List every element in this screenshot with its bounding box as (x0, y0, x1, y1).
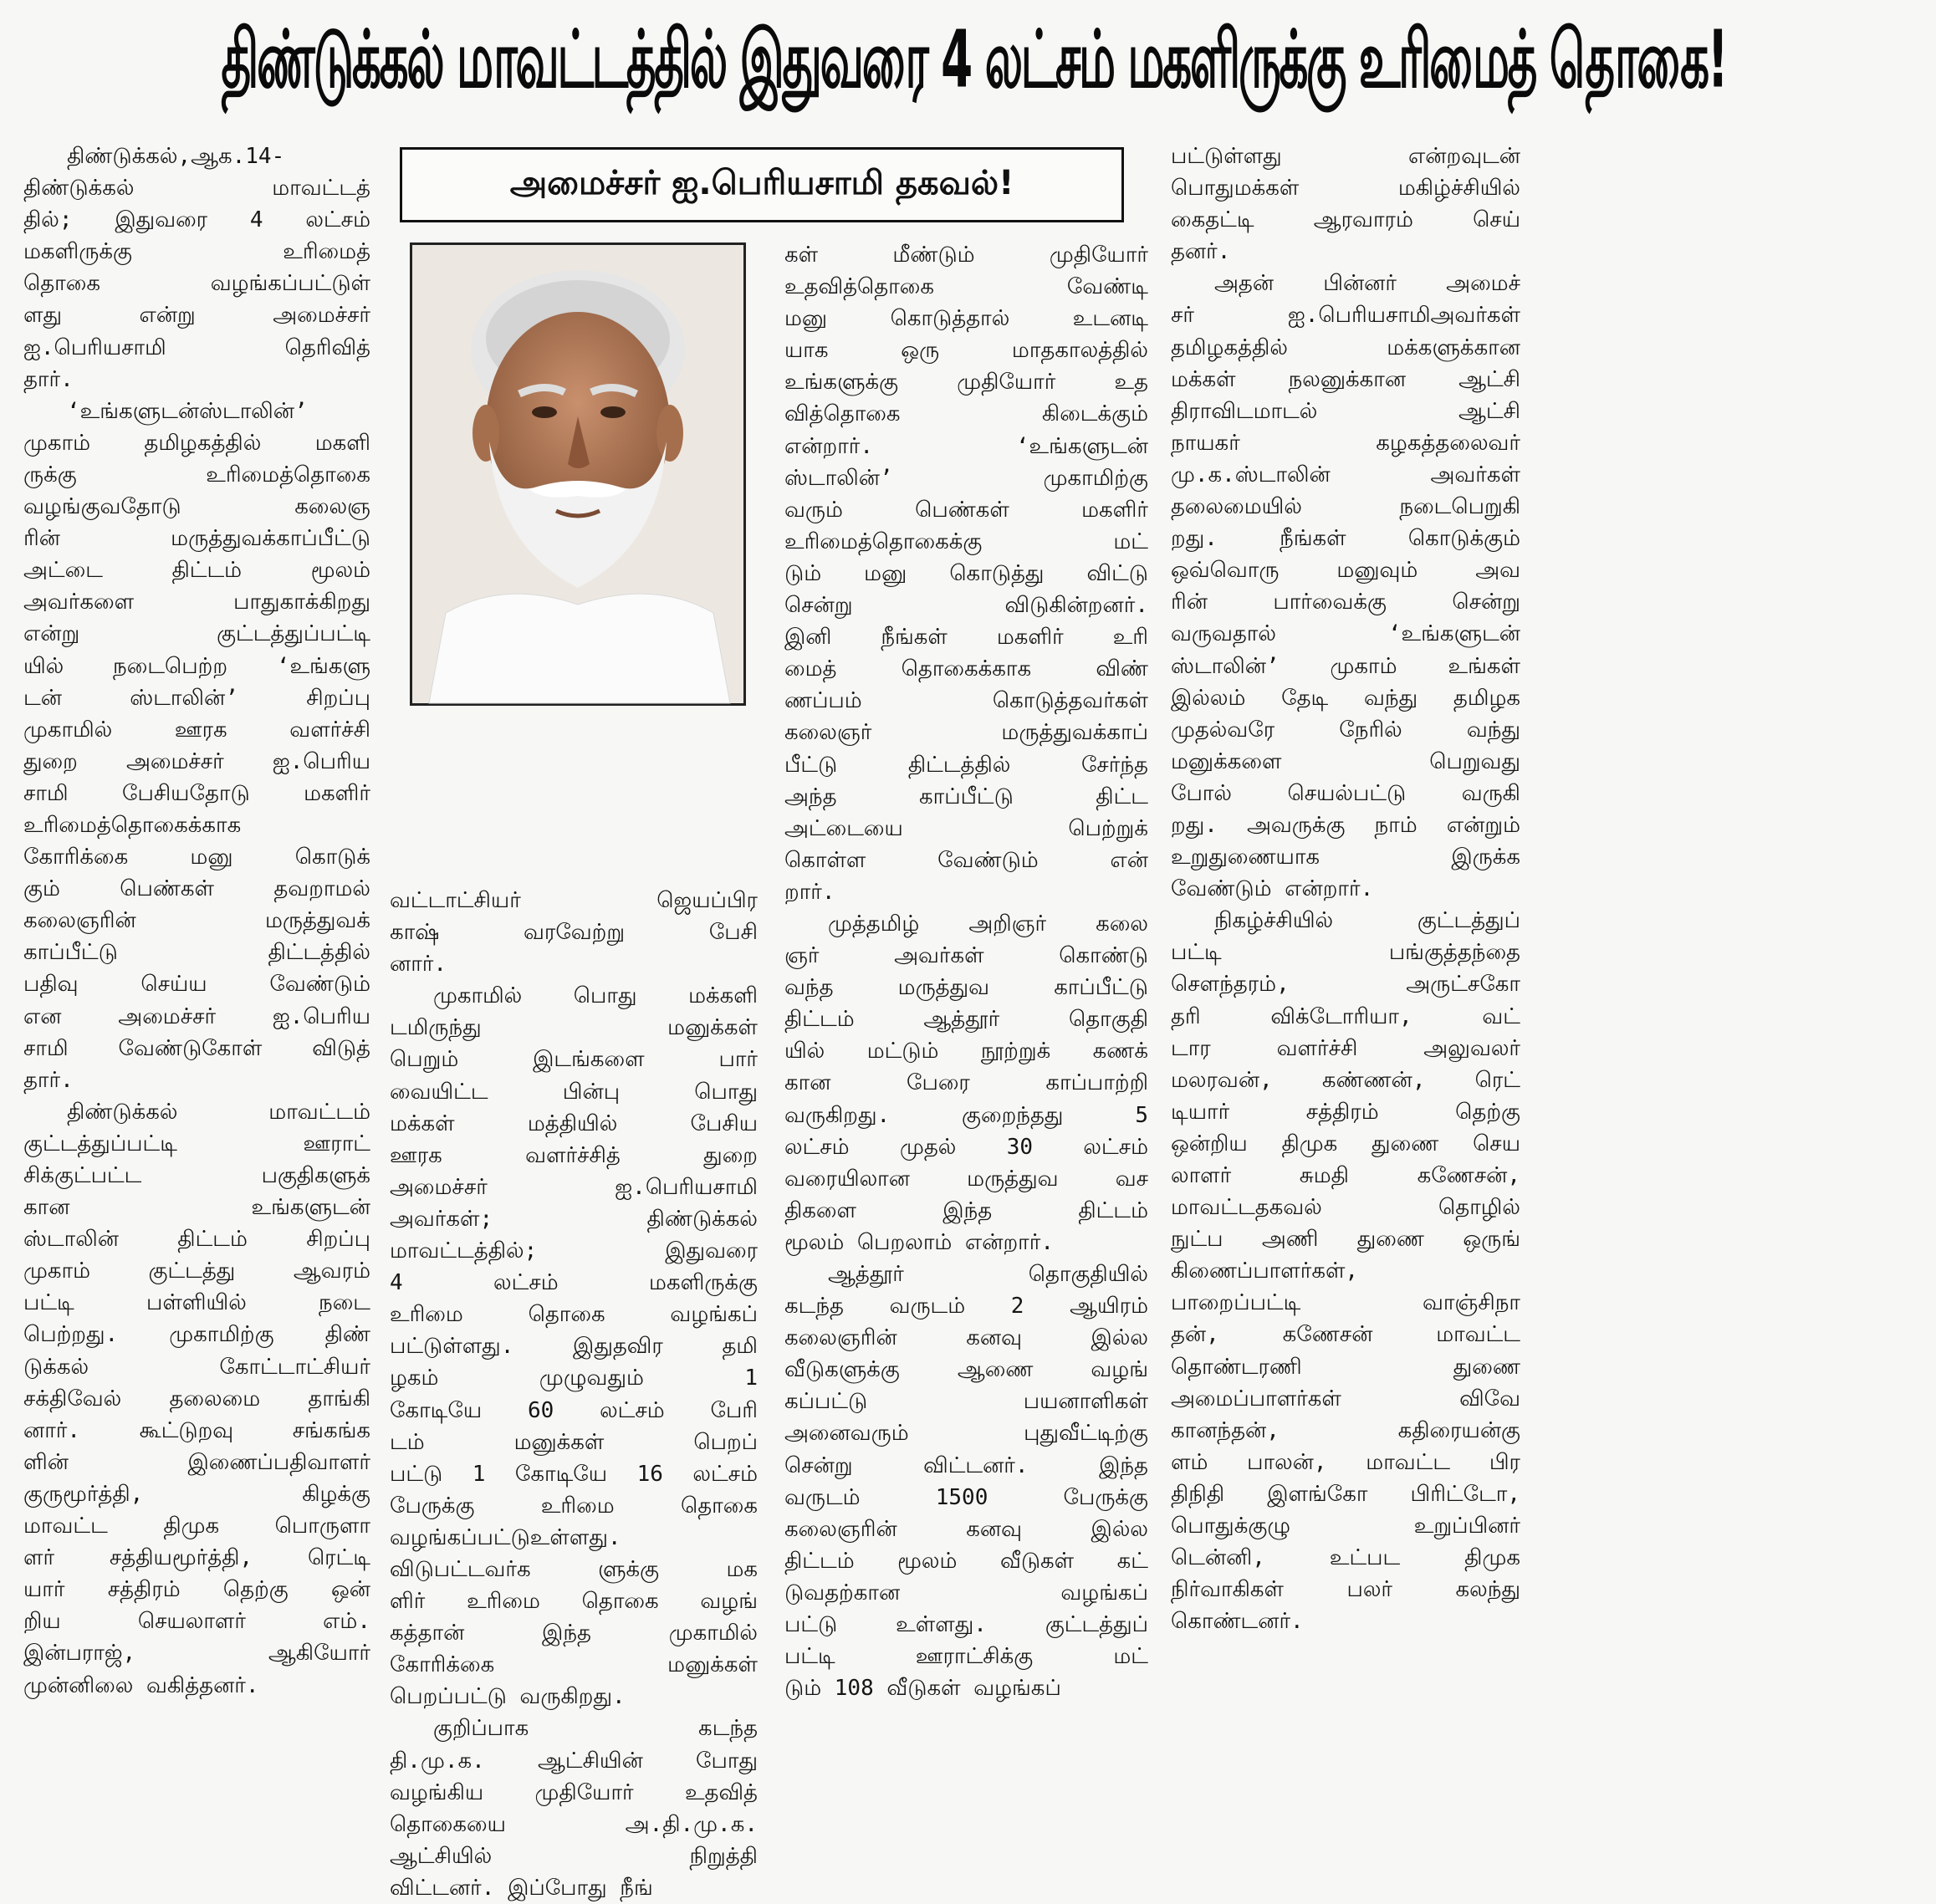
article-line: சர் ஐ.பெரியசாமிஅவர்கள் (1171, 303, 1520, 329)
article-line: மகளிருக்கு உரிமைத் (23, 239, 370, 265)
article-line: திண்டுக்கல் மாவட்டம் (67, 1099, 370, 1125)
article-line: தொகையை அ.தி.மு.க. (390, 1811, 758, 1837)
subheadline: அமைச்சர் ஐ.பெரியசாமி தகவல்! (509, 163, 1014, 202)
article-line: மலரவன், கண்ணன், ரெட் (1171, 1067, 1520, 1093)
article-line: பட்டு உள்ளது. குட்டத்துப் (784, 1612, 1148, 1638)
article-line: வந்த மருத்துவ காப்பீட்டு (784, 975, 1148, 1001)
article-line: அவர்களை பாதுகாக்கிறது (23, 590, 370, 615)
article-line: லட்சம் முதல் 30 லட்சம் (784, 1134, 1148, 1160)
article-line: ஸ்டாலின்’ முகாமிற்கு (784, 465, 1148, 491)
article-line: இல்லம் தேடி வந்து தமிழக (1171, 685, 1520, 711)
article-line: ஸ்டாலின் திட்டம் சிறப்பு (23, 1227, 370, 1253)
article-line: ருக்கு உரிமைத்தொகை (23, 462, 370, 487)
article-line: திநிதி இளங்கோ பிரிட்டோ, (1171, 1481, 1520, 1507)
article-line: கலைஞரின் கனவு இல்ல (784, 1516, 1148, 1542)
article-line: பட்டு 1 கோடியே 16 லட்சம் (390, 1461, 758, 1487)
article-line: றிய செயலாளர் எம். (23, 1609, 370, 1635)
person-portrait-icon (412, 245, 743, 703)
article-line: சிக்குட்பட்ட பகுதிகளுக் (23, 1163, 370, 1188)
article-line: முகாம் தமிழகத்தில் மகளி (23, 430, 370, 456)
article-line: வருகிறது. குறைந்தது 5 (784, 1102, 1148, 1128)
article-line: பட்டி பள்ளியில் நடை (23, 1290, 370, 1316)
article-line: மாவட்டதகவல் தொழில் (1171, 1195, 1520, 1221)
article-line: திண்டுக்கல்,ஆக.14- (67, 144, 285, 169)
article-line: சாமி பேசியதோடு மகளிர் (23, 780, 370, 806)
article-line: ஒவ்வொரு மனுவும் அவ (1171, 558, 1520, 584)
article-line: முகாம் குட்டத்து ஆவரம் (23, 1258, 370, 1284)
article-line: துறை அமைச்சர் ஐ.பெரிய (23, 748, 370, 774)
article-line: தொகை வழங்கப்பட்டுள் (23, 271, 370, 297)
article-line: உறுதுணையாக இருக்க (1171, 845, 1520, 870)
article-line: நிர்வாகிகள் பலர் கலந்து (1171, 1577, 1520, 1603)
article-line: வரையிலான மருத்துவ வச (784, 1166, 1148, 1192)
article-line: ழகம் முழுவதும் 1 (390, 1365, 758, 1391)
article-line: வழங்கிய முதியோர் உதவித் (390, 1779, 758, 1805)
article-line: ஆட்சியில் நிறுத்தி (390, 1843, 758, 1869)
article-line: தரி விக்டோரியா, வட் (1171, 1003, 1520, 1029)
article-line: தி.மு.க. ஆட்சியின் போது (390, 1748, 758, 1774)
article-line: மனு கொடுத்தால் உடனடி (784, 306, 1148, 332)
article-line: ரின் பார்வைக்கு சென்று (1171, 590, 1520, 615)
article-line: ளிர் உரிமை தொகை வழங் (390, 1589, 758, 1615)
article-line: வழங்கப்பட்டுஉள்ளது. (390, 1524, 621, 1550)
article-line: மு.க.ஸ்டாலின் அவர்கள் (1171, 462, 1520, 487)
article-line: ளது என்று அமைச்சர் (23, 303, 370, 329)
article-line: வழங்குவதோடு கலைஞ (23, 494, 370, 520)
article-line: னார். (390, 952, 447, 978)
article-line: றது. அவருக்கு நாம் என்றும் (1171, 812, 1520, 838)
article-line: விட்டனர். இப்போது நீங் (390, 1875, 653, 1901)
article-line: தமிழகத்தில் மக்களுக்கான (1171, 334, 1520, 360)
article-line: கோரிக்கை மனுக்கள் (390, 1652, 758, 1678)
article-line: திட்டம் ஆத்தூர் தொகுதி (784, 1007, 1148, 1033)
article-line: கத்தான் இந்த முகாமில் (390, 1621, 758, 1646)
article-line: உரிமை தொகை வழங்கப் (390, 1302, 758, 1328)
article-line: தன், கணேசன் மாவட்ட (1171, 1322, 1520, 1348)
article-line: கப்பட்டு பயனாளிகள் (784, 1389, 1148, 1415)
headline: திண்டுக்கல் மாவட்டத்தில் இதுவரை 4 லட்சம் மகளிருக்கு உரிமைத் தொகை! (221, 13, 1727, 106)
article-line: வரும் பெண்கள் மகளிர் (784, 497, 1148, 523)
article-line: குறிப்பாக கடந்த (433, 1716, 758, 1742)
article-line: சாமி வேண்டுகோள் விடுத் (23, 1035, 370, 1061)
article-line: மூலம் பெறலாம் என்றார். (784, 1229, 1054, 1255)
article-line: ஒன்றிய திமுக துணை செய (1171, 1131, 1520, 1156)
article-line: பீட்டு திட்டத்தில் சேர்ந்த (784, 752, 1148, 778)
article-line: நிகழ்ச்சியில் குட்டத்துப் (1214, 908, 1520, 934)
article-line: ஸ்டாலின்’ முகாம் உங்கள் (1171, 653, 1520, 679)
article-line: என அமைச்சர் ஐ.பெரிய (23, 1003, 370, 1029)
article-line: டியார் சத்திரம் தெற்கு (1171, 1099, 1520, 1125)
article-line: கான உங்களுடன் (23, 1195, 370, 1221)
article-line: கடந்த வருடம் 2 ஆயிரம் (784, 1294, 1148, 1320)
article-line: டும் 108 வீடுகள் வழங்கப் (784, 1676, 1061, 1702)
article-line: ‘உங்களுடன்ஸ்டாலின்’ (67, 398, 308, 424)
article-line: முதல்வரே நேரில் வந்து (1171, 717, 1520, 743)
article-line: திராவிடமாடல் ஆட்சி (1171, 398, 1520, 424)
article-line: முன்னிலை வகித்தனர். (23, 1672, 259, 1698)
article-column-3 (784, 239, 1148, 1704)
article-line: பேருக்கு உரிமை தொகை (390, 1493, 758, 1519)
article-line: பொதுக்குழு உறுப்பினர் (1171, 1514, 1520, 1539)
article-line: இனி நீங்கள் மகளிர் உரி (784, 625, 1148, 651)
article-line: ளர் சத்தியமூர்த்தி, ரெட்டி (23, 1545, 370, 1571)
article-line: கைதட்டி ஆரவாரம் செய் (1171, 207, 1520, 233)
article-line: தலைமையில் நடைபெறுகி (1171, 494, 1520, 520)
article-line: திகளை இந்த திட்டம் (784, 1197, 1148, 1223)
article-line: நுட்ப அணி துணை ஒருங் (1171, 1227, 1520, 1253)
article-line: உங்களுக்கு முதியோர் உத (784, 370, 1148, 396)
article-line: ஞர் அவர்கள் கொண்டு (784, 943, 1148, 969)
article-line: பொதுமக்கள் மகிழ்ச்சியில் (1171, 176, 1520, 202)
article-line: றார். (784, 879, 835, 905)
article-line: கள் மீண்டும் முதியோர் (784, 242, 1148, 268)
article-line: ரின் மருத்துவக்காப்பீட்டு (23, 526, 370, 552)
article-line: கானந்தன், கதிரையன்கு (1171, 1417, 1520, 1443)
article-line: அட்டை திட்டம் மூலம் (23, 558, 370, 584)
article-line: வட்டாட்சியர் ஜெயப்பிர (390, 888, 758, 913)
article-line: விடுபட்டவர்க ளுக்கு மக (390, 1556, 758, 1582)
article-line: டம் மனுக்கள் பெறப் (390, 1429, 758, 1455)
article-line: யில் நடைபெற்ற ‘உங்களு (23, 653, 370, 679)
article-line: அதன் பின்னர் அமைச் (1214, 271, 1520, 297)
article-line: மக்கள் மத்தியில் பேசிய (390, 1110, 758, 1136)
article-line: அனைவரும் புதுவீட்டிற்கு (784, 1421, 1148, 1447)
article-line: டுவதற்கான வழங்கப் (784, 1580, 1148, 1605)
article-column-2 (390, 885, 758, 1904)
article-line: அட்டையை பெற்றுக் (784, 815, 1148, 841)
article-line: கோரிக்கை மனு கொடுக் (23, 845, 370, 870)
article-line: றது. நீங்கள் கொடுக்கும் (1171, 526, 1520, 552)
minister-photo (410, 242, 746, 706)
article-line: கோடியே 60 லட்சம் பேரி (390, 1397, 758, 1423)
article-line: என்றார். ‘உங்களுடன் (784, 433, 1148, 459)
article-line: பாறைப்பட்டி வாஞ்சிநா (1171, 1290, 1520, 1316)
article-line: திண்டுக்கல் மாவட்டத் (23, 176, 370, 202)
article-line: தனர். (1171, 239, 1231, 265)
article-line: மனுக்களை பெறுவது (1171, 748, 1520, 774)
article-line: கும் பெண்கள் தவறாமல் (23, 876, 370, 902)
article-line: அந்த காப்பீட்டு திட்ட (784, 784, 1148, 809)
article-line: பெறும் இடங்களை பார் (390, 1047, 758, 1073)
article-line: அமைப்பாளர்கள் விவே (1171, 1386, 1520, 1411)
article-line: டார வளர்ச்சி அலுவலர் (1171, 1035, 1520, 1061)
article-line: டன் ஸ்டாலின்’ சிறப்பு (23, 685, 370, 711)
article-line: ஊரக வளர்ச்சித் துறை (390, 1142, 758, 1168)
article-line: முகாமில் ஊரக வளர்ச்சி (23, 717, 370, 743)
article-line: கலைஞர் மருத்துவக்காப் (784, 720, 1148, 746)
article-line: பட்டி பங்குத்தந்தை (1171, 940, 1520, 966)
article-line: கிணைப்பாளர்கள், (1171, 1258, 1359, 1284)
article-line: டும் மனு கொடுத்து விட்டு (784, 560, 1148, 586)
article-line: அமைச்சர் ஐ.பெரியசாமி (390, 1174, 758, 1200)
article-line: ளின் இணைப்பதிவாளர் (23, 1449, 370, 1475)
article-line: சக்திவேல் தலைமை தாங்கி (23, 1386, 370, 1411)
article-line: வித்தொகை கிடைக்கும் (784, 401, 1148, 427)
article-line: போல் செயல்பட்டு வருகி (1171, 780, 1520, 806)
article-line: வையிட்ட பின்பு பொது (390, 1079, 758, 1105)
article-line: கொண்டனர். (1171, 1609, 1304, 1635)
article-line: 4 லட்சம் மகளிருக்கு (390, 1270, 758, 1296)
article-line: வருடம் 1500 பேருக்கு (784, 1484, 1148, 1510)
article-line: னார். கூட்டுறவு சங்கங்க (23, 1417, 370, 1443)
article-column-4 (1171, 140, 1520, 1637)
article-line: பட்டி ஊராட்சிக்கு மட் (784, 1644, 1148, 1670)
article-line: ளம் பாலன், மாவட்ட பிர (1171, 1449, 1520, 1475)
article-line: காப்பீட்டு திட்டத்தில் (23, 940, 370, 966)
article-line: சென்று விடுகின்றனர். (784, 593, 1148, 619)
article-line: டென்னி, உட்பட திமுக (1171, 1545, 1520, 1571)
article-line: நாயகர் கழகத்தலைவர் (1171, 430, 1520, 456)
article-line: இன்பராஜ், ஆகியோர் (23, 1641, 370, 1667)
article-line: குருமூர்த்தி, கிழக்கு (23, 1481, 370, 1507)
article-line: டுக்கல் கோட்டாட்சியர் (23, 1354, 370, 1380)
article-line: யில் மட்டும் நூற்றுக் கணக் (784, 1039, 1148, 1064)
article-line: கலைஞரின் மருத்துவக் (23, 908, 370, 934)
article-line: கலைஞரின் கனவு இல்ல (784, 1325, 1148, 1351)
article-line: வருவதால் ‘உங்களுடன் (1171, 621, 1520, 647)
article-line: மக்கள் நலனுக்கான ஆட்சி (1171, 366, 1520, 392)
article-line: பெறப்பட்டு வருகிறது. (390, 1684, 626, 1710)
article-line: டமிருந்து மனுக்கள் (390, 1015, 758, 1041)
article-line: திட்டம் மூலம் வீடுகள் கட் (784, 1548, 1148, 1574)
article-line: முகாமில் பொது மக்களி (433, 983, 758, 1009)
article-line: அவர்கள்; திண்டுக்கல் (390, 1206, 758, 1232)
article-line: காஷ் வரவேற்று பேசி (390, 920, 758, 946)
article-line: லாளர் சுமதி கணேசன், (1171, 1163, 1520, 1188)
article-line: தில்; இதுவரை 4 லட்சம் (23, 207, 370, 233)
article-line: மாவட்டத்தில்; இதுவரை (390, 1238, 758, 1264)
article-column-1 (23, 140, 370, 1702)
article-line: பட்டுள்ளது. இதுதவிர தமி (390, 1334, 758, 1360)
article-line: யார் சத்திரம் தெற்கு ஒன் (23, 1577, 370, 1603)
article-line: பட்டுள்ளது என்றவுடன் (1171, 144, 1520, 169)
article-line: உதவித்தொகை வேண்டி (784, 274, 1148, 300)
article-line: உரிமைத்தொகைக்கு மட் (784, 528, 1148, 554)
article-line: ணப்பம் கொடுத்தவர்கள் (784, 688, 1148, 714)
article-line: முத்தமிழ் அறிஞர் கலை (828, 911, 1148, 937)
article-line: வேண்டும் என்றார். (1171, 876, 1374, 902)
subheadline-box (400, 147, 1124, 222)
article-line: என்று குட்டத்துப்பட்டி (23, 621, 370, 647)
article-line: தொண்டரணி துணை (1171, 1354, 1520, 1380)
article-line: சென்று விட்டனர். இந்த (784, 1452, 1148, 1478)
article-line: தார். (23, 366, 74, 392)
article-line: கொள்ள வேண்டும் என் (784, 847, 1148, 873)
article-line: மைத் தொகைக்காக விண் (784, 656, 1148, 682)
article-line: வீடுகளுக்கு ஆணை வழங் (784, 1357, 1148, 1383)
article-line: பெற்றது. முகாமிற்கு திண் (23, 1322, 370, 1348)
article-line: யாக ஒரு மாதகாலத்தில் (784, 338, 1148, 364)
article-line: ஐ.பெரியசாமி தெரிவித் (23, 334, 370, 360)
article-line: சௌந்தரம், அருட்சகோ (1171, 972, 1520, 998)
article-line: பதிவு செய்ய வேண்டும் (23, 972, 370, 998)
article-line: மாவட்ட திமுக பொருளா (23, 1514, 370, 1539)
article-line: உரிமைத்தொகைக்காக (23, 812, 242, 838)
article-line: கான பேரை காப்பாற்றி (784, 1070, 1148, 1096)
article-line: தார். (23, 1067, 74, 1093)
article-line: ஆத்தூர் தொகுதியில் (828, 1262, 1148, 1287)
article-line: குட்டத்துப்பட்டி ஊராட் (23, 1131, 370, 1156)
